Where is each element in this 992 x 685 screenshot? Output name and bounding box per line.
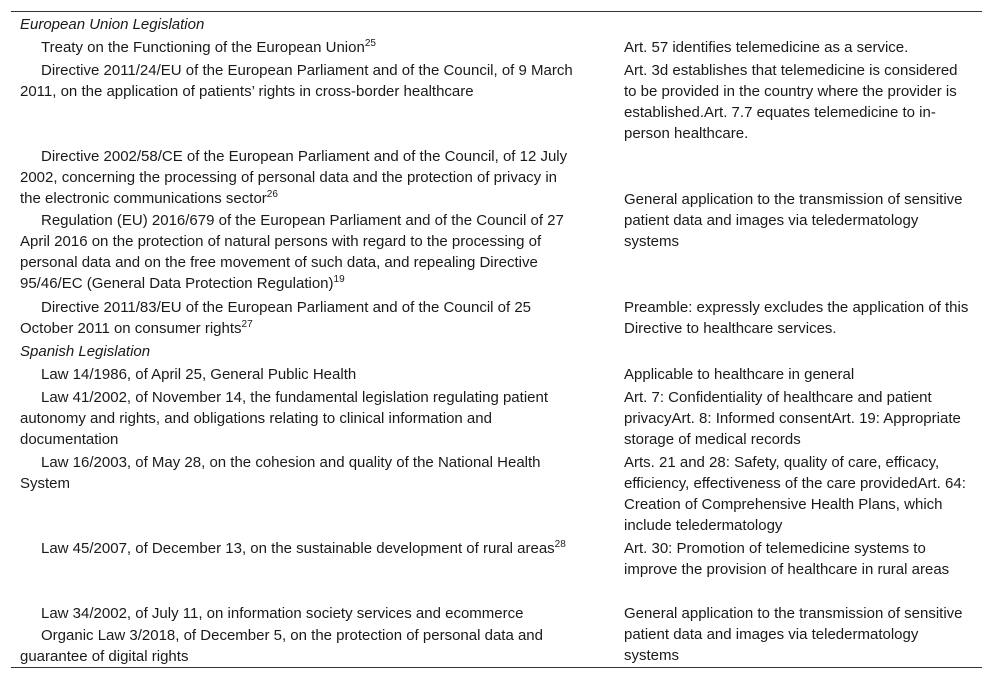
law-cell: Treaty on the Functioning of the European Union$^{25}$ (41, 38, 376, 56)
law-cell: Organic Law 3/2018, of December 5, on the protection of personal data and guarantee of digital rights (20, 627, 543, 665)
law-cell: Law 41/2002, of November 14, the fundamental legislation regulating patient autonomy and rights, and obligations relating to clinical information and documentation (20, 389, 549, 448)
description-cell: Art. 57 identifies telemedicine as a service. (624, 39, 909, 56)
description-cell: General application to the transmission of sensitive patient data and images via teledermatology systems (624, 605, 963, 664)
description-cell: Applicable to healthcare in general (624, 366, 855, 383)
description-cell: Art. 7: Confidentiality of healthcare and patient privacyArt. 8: Informed consentArt. 19: Appropriate storage of medical records (624, 389, 961, 448)
section-heading-eu: European Union Legislation (20, 16, 205, 33)
law-cell: Directive 2011/24/EU of the European Parliament and of the Council, of 9 March 2011, on the application of patients’ rights in cross-border healthcare (20, 62, 573, 100)
description-cell: Art. 3d establishes that telemedicine is considered to be provided in the country where the provider is established.Art. 7.7 equates telemedicine to in-person healthcare. (624, 62, 958, 142)
description-cell: Arts. 21 and 28: Safety, quality of care, efficacy, efficiency, effectiveness of the care providedArt. 64: Creation of Comprehensive Health Plans, which include teledermatology (624, 454, 966, 534)
description-cell: Art. 30: Promotion of telemedicine systems to improve the provision of healthcare in rural areas (624, 540, 950, 578)
law-cell: Directive 2011/83/EU of the European Parliament and of the Council of 25 October 2011 on consumer rights$^{27}$ (20, 299, 532, 337)
law-cell: Law 16/2003, of May 28, on the cohesion and quality of the National Health System (20, 454, 541, 492)
section-heading-spain: Spanish Legislation (20, 343, 151, 360)
law-cell: Law 45/2007, of December 13, on the sustainable development of rural areas$^{28}$ (41, 539, 566, 557)
law-cell: Law 14/1986, of April 25, General Public Health (41, 366, 357, 383)
legislation-table (11, 11, 982, 668)
law-cell: Directive 2002/58/CE of the European Parliament and of the Council, of 12 July 2002, concerning the processing of personal data and the protection of privacy in the electronic communications sector$^{26}$ (20, 148, 568, 207)
description-cell: Preamble: expressly excludes the application of this Directive to healthcare services. (624, 299, 969, 337)
law-cell: Regulation (EU) 2016/679 of the European Parliament and of the Council of 27 April 2016 on the protection of natural persons with regard to the processing of personal data and on the free movement of such data, and repealing Directive 95/46/EC (General Data Protection Regulation)$^{19}$ (20, 212, 564, 292)
law-cell: Law 34/2002, of July 11, on information society services and ecommerce (41, 605, 524, 622)
description-cell: General application to the transmission of sensitive patient data and images via teledermatology systems (624, 191, 963, 250)
